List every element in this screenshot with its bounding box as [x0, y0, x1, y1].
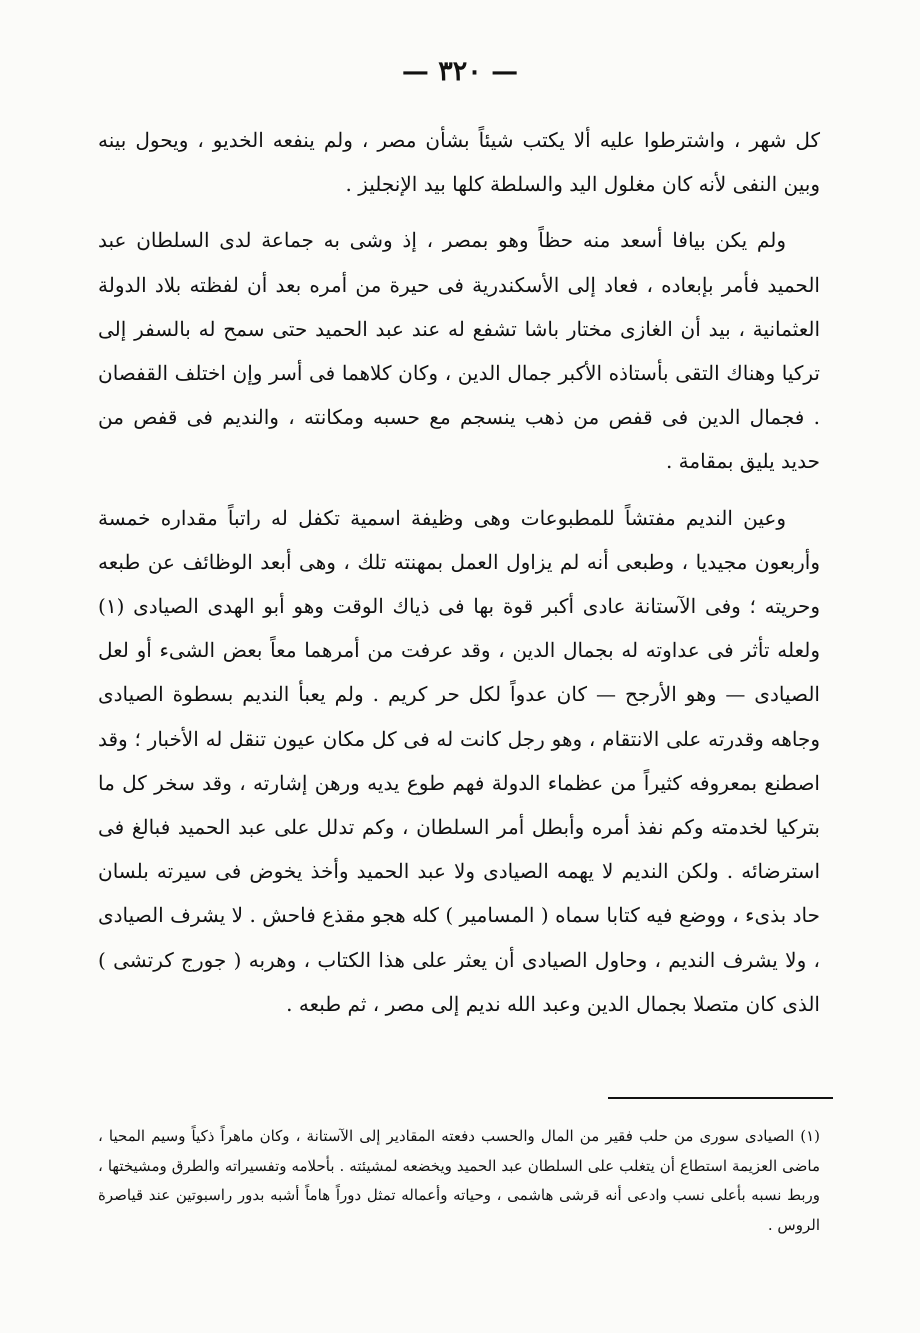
main-text: [98, 118, 820, 1026]
paragraph-3: وعين النديم مفتشاً للمطبوعات وهى وظيفة اسمية تكفل له راتباً مقداره خمسة وأربعون مجيديا ، وطبعى أنه لم يزاول العمل بمهنته تلك ، وهى أبعد الوظائف عن طبعه وحريته ؛ وفى الآستانة عادى أكبر قوة بها فى ذياك الوقت وهو أبو الهدى الصيادى (١) ولعله تأثر فى عداوته له بجمال الدين ، وقد عرفت من أمرهما معاً بعض الشىء أو لعل الصيادى — وهو الأرجح — كان عدواً لكل حر كريم . ولم يعبأ النديم بسطوة الصيادى وجاهه وقدرته على الانتقام ، وهو رجل كانت له فى كل مكان عيون تنقل له الأخبار ؛ وقد اصطنع بمعروفه كثيراً من عظماء الدولة فهم طوع يديه ورهن إشارته ، وقد سخر كل ما بتركيا لخدمته وكم نفذ أمره وأبطل أمر السلطان ، وكم تدلل على عبد الحميد فبالغ فى استرضائه . ولكن النديم لا يهمه الصيادى ولا عبد الحميد وأخذ يخوض فى سيرته بلسان حاد بذىء ، ووضع فيه كتابا سماه ( المسامير ) كله هجو مقذع فاحش . لا يشرف الصيادى ، ولا يشرف النديم ، وحاول الصيادى أن يعثر على هذا الكتاب ، وهربه ( جورج كرتشى ) الذى كان متصلا بجمال الدين وعبد الله نديم إلى مصر ، ثم طبعه .: [98, 505, 820, 1016]
paragraph-2: ولم يكن بيافا أسعد منه حظاً وهو بمصر ، إذ وشى به جماعة لدى السلطان عبد الحميد فأمر بإبعاده ، فعاد إلى الأسكندرية فى حيرة من أمره بعد أن لفظته بلاد الدولة العثمانية ، بيد أن الغازى مختار باشا تشفع له عند عبد الحميد حتى سمح له بالسفر إلى تركيا وهناك التقى بأستاذه الأكبر جمال الدين ، وكان كلاهما فى أسر وإن اختلف القفصان . فجمال الدين فى قفص من ذهب ينسجم مع حسبه ومكانته ، والنديم فى قفص من حديد يليق بمقامة .: [98, 228, 820, 474]
footnote-divider: [608, 1097, 833, 1099]
page-number: — ٣٢٠ —: [401, 56, 519, 87]
footnote: (١) الصيادى سورى من حلب فقير من المال والحسب دفعته المقادير إلى الآستانة ، وكان ماهراً ذكياً وسيم المحيا ، ماضى العزيمة استطاع أن يتغلب على السلطان عبد الحميد ويخضعه لمشيئته . بأحلامه وتفسيراته والطرق ومشيختها ، وربط نسبه بأعلى نسب وادعى أنه قرشى هاشمى ، وحياته وأعماله تمثل دوراً هاماً أشبه بدور راسبوتين عند قياصرة الروس .: [98, 1127, 820, 1234]
paragraph-1: كل شهر ، واشترطوا عليه ألا يكتب شيئاً بشأن مصر ، ولم ينفعه الخديو ، ويحول بينه وبين النفى لأنه كان مغلول اليد والسلطة كلها بيد الإنجليز .: [98, 128, 820, 197]
